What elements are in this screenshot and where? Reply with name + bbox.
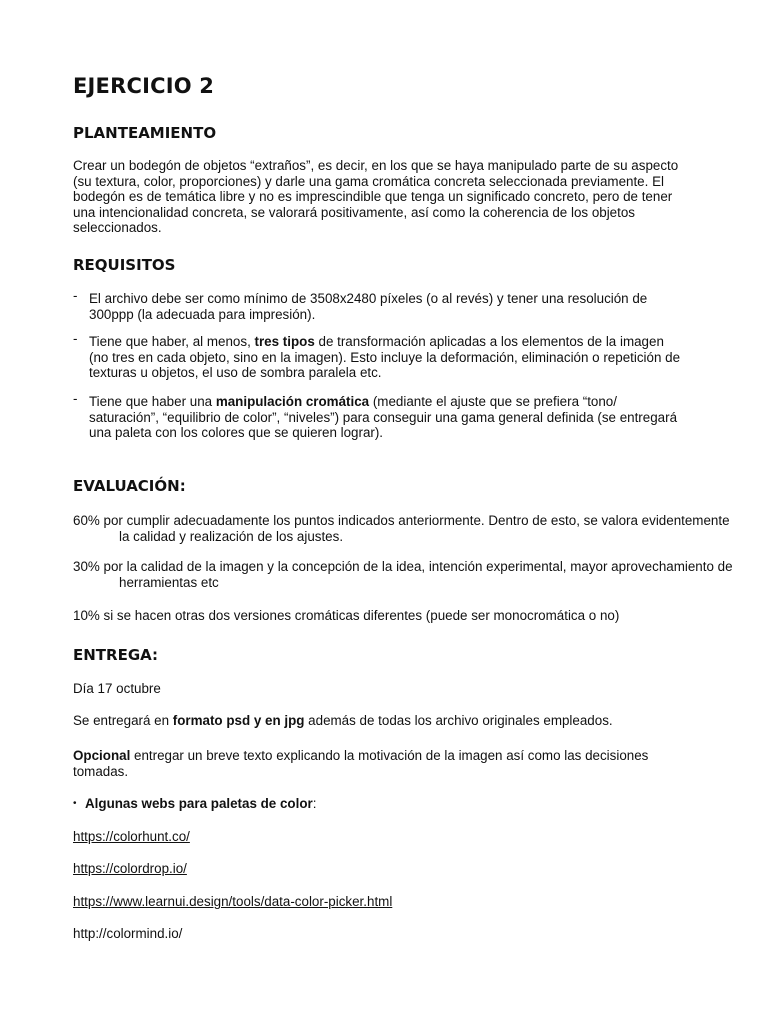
link-colormind: http://colormind.io/ (73, 926, 183, 941)
planteamiento-text: Crear un bodegón de objetos “extraños”, es decir, en los que se haya manipulado parte de su aspecto (su textura, color, proporciones) y darle una gama cromática concreta seleccionada previamente. El bodegón es de temática libre y no es imprescindible que tenga un significado concreto, pero de tener una intencionalidad concreta, se valorará positivamente, así como la coherencia de los objetos seleccionados. (73, 158, 679, 235)
evaluacion-item-3: 10% si se hacen otras dos versiones cromáticas diferentes (puede ser monocromática o no) (73, 608, 620, 623)
link-row-2 (73, 861, 693, 877)
bullet-icon: • (73, 798, 77, 809)
dash-marker: - (73, 288, 78, 303)
requisito-text-1: El archivo debe ser como mínimo de 3508x2480 píxeles (o al revés) y tener una resolución de 300ppp (la adecuada para impresión). (89, 291, 648, 322)
requisito-text-3-post: (mediante el ajuste que se prefiera “tono/ saturación”, “equilibrio de color”, “niveles”) para conseguir una gama general definida (se entregará una paleta con los colores que se quieren lograr). (89, 394, 678, 440)
entrega-format-pre: Se entregará en (73, 713, 173, 728)
entrega-format-bold: formato psd y en jpg (172, 713, 305, 728)
entrega-format (73, 713, 693, 729)
entrega-optional-bold: Opcional (73, 748, 131, 763)
requisito-item-1 (73, 288, 683, 322)
link-row-4 (73, 926, 693, 942)
requisito-text-2-pre: Tiene que haber, al menos, (89, 334, 255, 349)
heading-requisitos: REQUISITOS (73, 256, 176, 274)
entrega-optional (73, 748, 693, 779)
document-title: EJERCICIO 2 (73, 74, 215, 98)
link-colorhunt[interactable]: https://colorhunt.co/ (73, 829, 190, 844)
link-colordrop[interactable]: https://colordrop.io/ (73, 861, 187, 876)
requisito-item-3 (73, 391, 683, 441)
link-row-3 (73, 894, 693, 910)
webs-label: Algunas webs para paletas de color (85, 796, 313, 811)
entrega-date: Día 17 octubre (73, 681, 161, 696)
webs-colon: : (312, 796, 317, 811)
requisito-item-2 (73, 331, 683, 381)
heading-planteamiento: PLANTEAMIENTO (73, 124, 217, 142)
dash-marker: - (73, 391, 78, 406)
evaluacion-item-2: 30% por la calidad de la imagen y la concepción de la idea, intención experimental, mayor aprovechamiento de herramientas etc (73, 559, 733, 590)
requisito-text-3-bold: manipulación cromática (215, 394, 370, 409)
entrega-format-post: además de todas los archivo originales empleados. (304, 713, 613, 728)
requisito-text-2-bold: tres tipos (254, 334, 315, 349)
link-learnui[interactable]: https://www.learnui.design/tools/data-color-picker.html (73, 894, 393, 909)
entrega-optional-text: entregar un breve texto explicando la motivación de la imagen así como las decisiones tomadas. (73, 748, 649, 779)
link-row-1 (73, 829, 693, 845)
requisito-text-2-post: de transformación aplicadas a los elementos de la imagen (no tres en cada objeto, sino en la imagen). Esto incluye la deformación, eliminación o repetición de texturas u objetos, el uso de sombra paralela etc. (89, 334, 681, 380)
heading-entrega: ENTREGA: (73, 646, 159, 664)
dash-marker: - (73, 331, 78, 346)
requisito-text-3-pre: Tiene que haber una (89, 394, 216, 409)
webs-heading (73, 796, 693, 812)
evaluacion-item-1: 60% por cumplir adecuadamente los puntos indicados anteriormente. Dentro de esto, se valora evidentemente la calidad y realización de los ajustes. (73, 513, 730, 544)
heading-evaluacion: EVALUACIÓN: (73, 477, 186, 495)
